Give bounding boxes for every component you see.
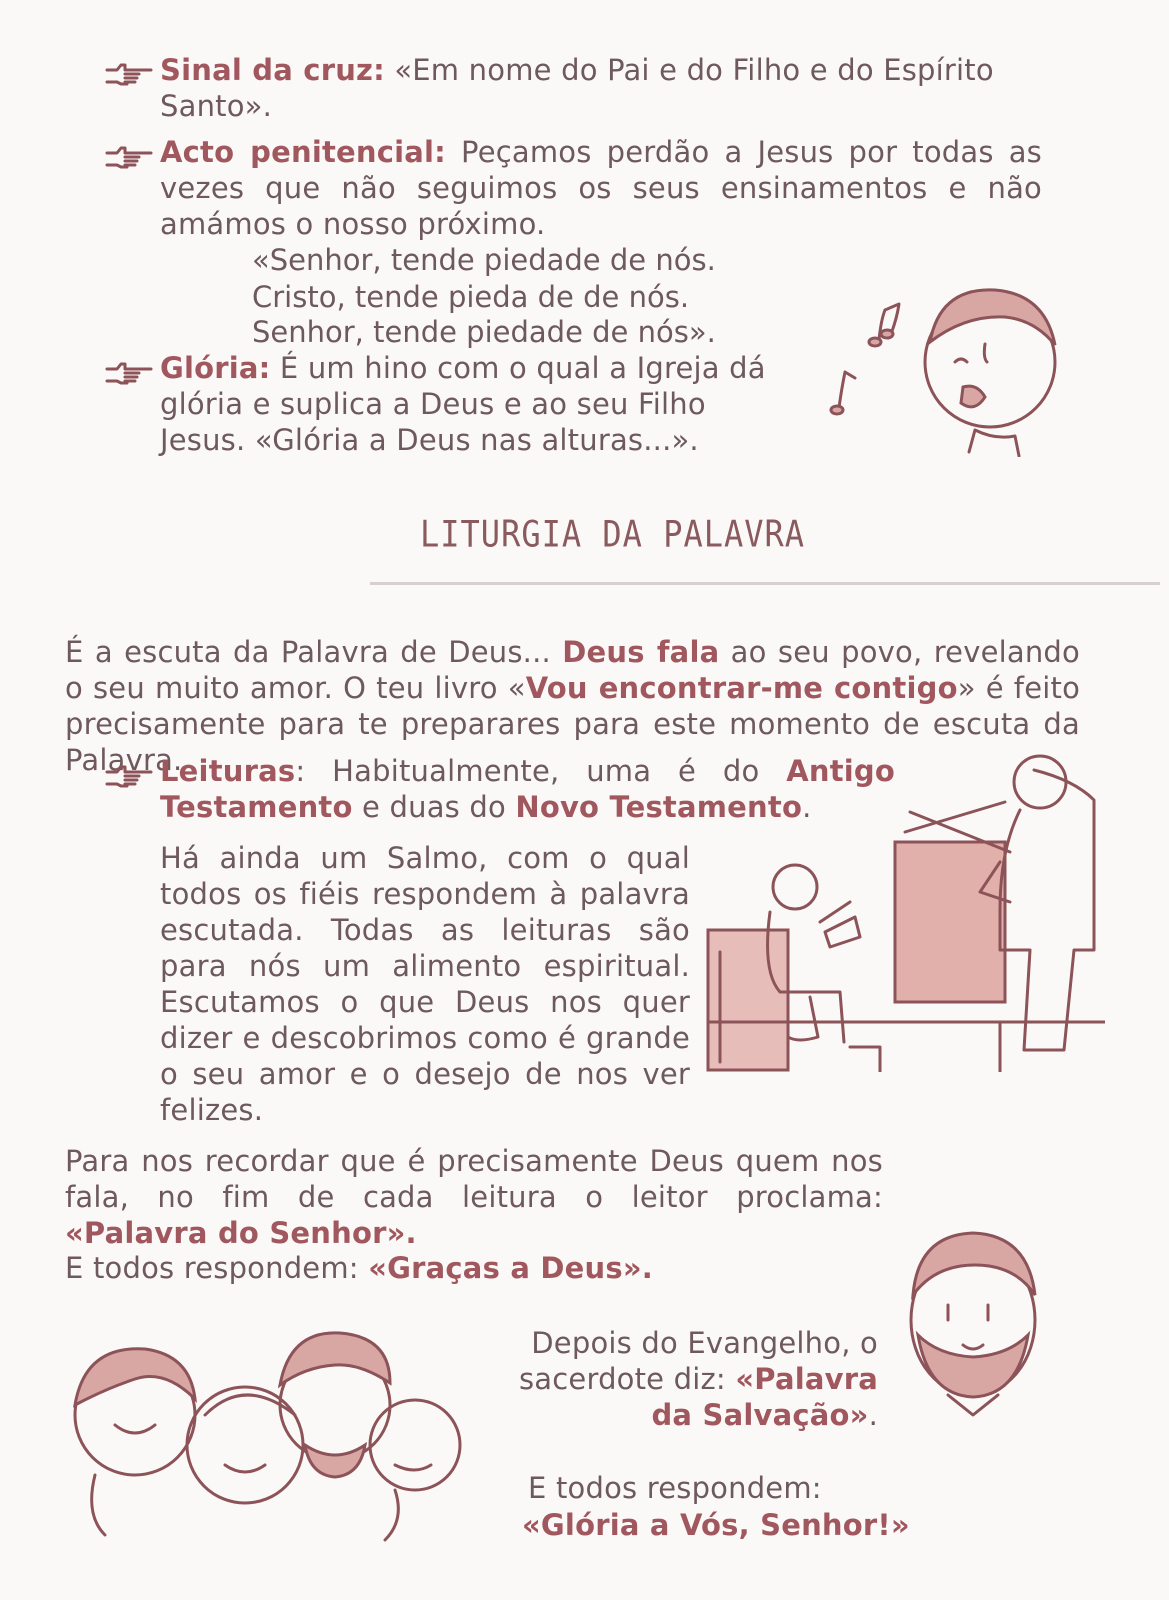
palavra-da-salvacao: «Palavra da Salvação» [651, 1362, 878, 1432]
deus-fala: Deus fala [562, 635, 720, 669]
acto-label: Acto penitencial: [160, 135, 446, 169]
leituras-text-3: . [802, 790, 812, 824]
pointing-hand-icon [105, 62, 155, 86]
gloria-label: Glória: [160, 351, 271, 385]
section-divider [370, 582, 1160, 585]
leituras-text-1: : Habitualmente, uma é do [295, 754, 787, 788]
book-title: Vou encontrar-me contigo [525, 671, 958, 705]
gloria-text: É um hino com o qual a Igreja dá glória e suplica a Deus e ao seu Filho Jesus. «Glória a Deus nas alturas...». [160, 351, 766, 457]
lector-illustration [700, 752, 1105, 1072]
kyrie-line-3: Senhor, tende piedade de nós». [252, 315, 716, 349]
children-illustration [55, 1325, 475, 1545]
recordar-text-2: E todos respondem: [65, 1251, 369, 1285]
antigo-testamento: Antigo Testamento [160, 754, 895, 824]
evangelho-text-2: . [868, 1398, 878, 1432]
acto-text: Peçamos perdão a Jesus por todas as vezes que não seguimos os seus ensinamentos e não amámos o nosso próximo. [160, 135, 1042, 241]
gloria-a-vos: «Glória a Vós, Senhor!» [522, 1508, 910, 1542]
pointing-hand-icon [105, 145, 155, 169]
evangelho-response-label: E todos respondem: [528, 1471, 822, 1505]
sinal-text: «Em nome do Pai e do Filho e do Espírito Santo». [160, 53, 994, 123]
evangelho-paragraph [498, 1325, 878, 1433]
acto-penitencial [160, 134, 1042, 242]
palavra-text-1: É a escuta da Palavra de Deus... [65, 635, 563, 669]
novo-testamento: Novo Testamento [515, 790, 803, 824]
recordar-paragraph [65, 1143, 883, 1251]
recordar-response [65, 1250, 653, 1286]
gloria [160, 350, 790, 458]
salmo-paragraph: Há ainda um Salmo, com o qual todos os fiéis respondem à palavra escutada. Todas as leituras são para nós um alimento espiritual. Escutamos o que Deus nos quer dizer e descobrimos como é grande o seu amor e o desejo de nos ver felizes. [160, 841, 690, 1127]
palavra-text-3: » é feito precisamente para te preparares para este momento de escuta da Palavra. [65, 671, 1081, 777]
kyrie-line-2: Cristo, tende pieda de de nós. [252, 280, 690, 314]
section-title: LITURGIA DA PALAVRA [420, 512, 806, 556]
recordar-text-1: Para nos recordar que é precisamente Deus quem nos fala, no fim de cada leitura o leitor proclama: [65, 1144, 883, 1214]
sinal-label: Sinal da cruz: [160, 53, 385, 87]
kyrie-line-1: «Senhor, tende piedade de nós. [252, 243, 716, 277]
leituras-text-2: e duas do [352, 790, 516, 824]
evangelho-text-1: Depois do Evangelho, o sacerdote diz: [518, 1326, 878, 1396]
sinal-da-cruz [160, 52, 1050, 124]
pointing-hand-icon [105, 764, 155, 788]
gracas-a-deus: «Graças a Deus». [368, 1251, 653, 1285]
singing-child-illustration [825, 282, 1065, 457]
pointing-hand-icon [105, 361, 155, 385]
priest-illustration [893, 1225, 1053, 1425]
palavra-do-senhor: «Palavra do Senhor». [65, 1216, 417, 1250]
palavra-text-2: ao seu povo, revelando o seu muito amor. O teu livro « [65, 635, 1080, 705]
leituras-label: Leituras [160, 754, 296, 788]
